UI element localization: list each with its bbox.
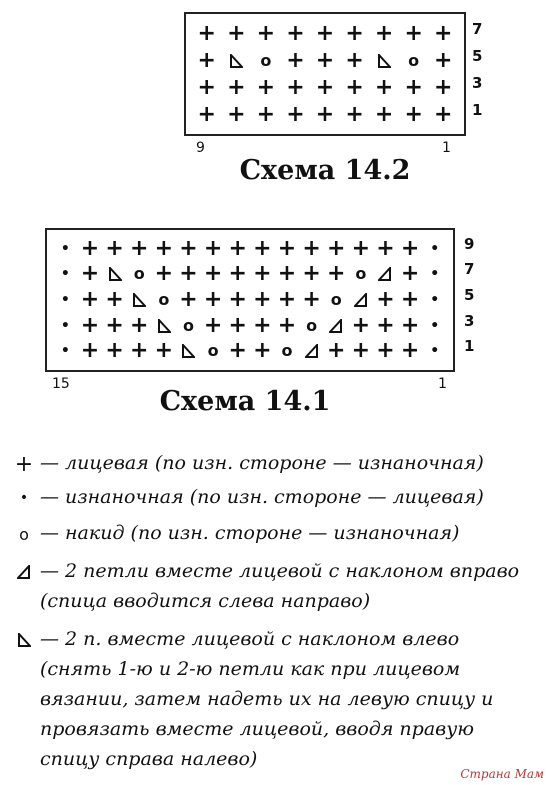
scheme-14-1-col-start: 15 bbox=[52, 376, 70, 392]
chart-cell bbox=[373, 313, 398, 339]
left-decrease-symbol-icon bbox=[17, 633, 31, 647]
chart-cell bbox=[299, 338, 324, 364]
knit-symbol-icon: + bbox=[203, 312, 223, 338]
chart-cell bbox=[222, 47, 252, 74]
chart-cell bbox=[201, 338, 226, 364]
knit-symbol-icon: + bbox=[376, 235, 395, 261]
chart-cell bbox=[398, 262, 423, 288]
knit-symbol-icon: + bbox=[345, 74, 364, 100]
row-number: 1 bbox=[472, 100, 483, 119]
legend-text: — 2 п. вместе лицевой с наклоном влево (снять 1-ю и 2-ю петли как при лицевом вязании, затем надеть их на левую спицу и провязать вместе лицевой, вводя правую спицу справа налево) bbox=[40, 628, 494, 770]
knit-symbol-icon: + bbox=[277, 312, 297, 338]
chart-cell bbox=[192, 47, 222, 74]
chart-cell bbox=[399, 74, 429, 101]
knit-symbol-icon: + bbox=[256, 20, 276, 46]
knit-symbol-icon: + bbox=[351, 235, 371, 261]
knit-symbol-icon: + bbox=[286, 74, 305, 100]
purl-symbol-icon: • bbox=[430, 343, 440, 360]
chart-cell bbox=[310, 20, 340, 47]
knit-symbol-icon: + bbox=[105, 235, 124, 261]
knit-symbol-icon: + bbox=[345, 47, 364, 73]
row-number: 5 bbox=[472, 46, 483, 65]
yarn-over-symbol-icon: o bbox=[355, 264, 367, 284]
chart-cell bbox=[399, 47, 429, 74]
knit-symbol-icon: + bbox=[253, 235, 272, 261]
chart-cell bbox=[349, 236, 374, 262]
knit-symbol-icon: + bbox=[80, 235, 100, 261]
chart-cell bbox=[127, 236, 152, 262]
chart-cell bbox=[398, 338, 423, 364]
knit-symbol-icon: + bbox=[179, 286, 198, 312]
chart-cell bbox=[349, 313, 374, 339]
legend-item bbox=[8, 560, 519, 616]
knit-symbol-icon: + bbox=[197, 47, 216, 73]
chart-cell bbox=[398, 287, 423, 313]
knit-symbol-icon: + bbox=[315, 74, 335, 100]
knit-symbol-icon: + bbox=[256, 74, 276, 100]
chart-cell bbox=[369, 47, 399, 74]
legend-text: — лицевая (по изн. стороне — изнаночная) bbox=[40, 452, 484, 474]
yarn-over-symbol-icon: o bbox=[158, 289, 170, 309]
knit-symbol-icon: + bbox=[256, 101, 276, 127]
yarn-over-symbol-icon: o bbox=[182, 315, 194, 335]
knit-symbol-icon: + bbox=[351, 338, 371, 364]
chart-cell bbox=[78, 287, 103, 313]
purl-symbol-icon: • bbox=[430, 240, 440, 257]
knit-symbol-icon: + bbox=[227, 101, 246, 127]
chart-cell bbox=[251, 47, 281, 74]
knit-symbol-icon: + bbox=[400, 235, 420, 261]
chart-cell bbox=[275, 262, 300, 288]
chart-cell bbox=[222, 74, 252, 101]
chart-cell bbox=[201, 313, 226, 339]
chart-cell bbox=[428, 20, 458, 47]
chart-cell bbox=[78, 338, 103, 364]
knit-symbol-icon: + bbox=[326, 338, 346, 364]
chart-cell bbox=[251, 74, 281, 101]
knit-symbol-icon: + bbox=[129, 312, 149, 338]
chart-cell bbox=[127, 287, 152, 313]
knit-symbol-icon: + bbox=[315, 101, 335, 127]
purl-symbol-icon: • bbox=[430, 266, 440, 283]
right-decrease-symbol-icon bbox=[378, 267, 392, 281]
knit-symbol-icon: + bbox=[351, 312, 371, 338]
chart-cell bbox=[422, 338, 447, 364]
chart-cell bbox=[281, 47, 311, 74]
chart-cell bbox=[225, 262, 250, 288]
row-number: 3 bbox=[472, 73, 483, 92]
knit-symbol-icon: + bbox=[374, 74, 394, 100]
chart-cell bbox=[275, 287, 300, 313]
chart-cell bbox=[340, 47, 370, 74]
chart-cell bbox=[102, 338, 127, 364]
chart-cell bbox=[78, 262, 103, 288]
chart-cell bbox=[222, 20, 252, 47]
knit-symbol-icon: + bbox=[228, 338, 247, 364]
knit-symbol-icon: + bbox=[179, 235, 198, 261]
chart-cell bbox=[201, 262, 226, 288]
knit-symbol-icon: + bbox=[374, 20, 394, 46]
chart-cell bbox=[192, 101, 222, 128]
left-decrease-symbol-icon bbox=[229, 54, 243, 68]
chart-cell bbox=[192, 20, 222, 47]
legend-item bbox=[8, 628, 493, 774]
knit-symbol-icon: + bbox=[197, 74, 216, 100]
chart-cell bbox=[428, 74, 458, 101]
chart-cell bbox=[127, 313, 152, 339]
scheme-14-1-col-end: 1 bbox=[438, 376, 447, 392]
chart-cell bbox=[152, 313, 177, 339]
purl-symbol-icon: • bbox=[60, 317, 70, 334]
purl-symbol-icon: • bbox=[60, 266, 70, 283]
knit-symbol-icon: + bbox=[80, 286, 100, 312]
knit-symbol-icon: + bbox=[286, 101, 305, 127]
legend-symbol bbox=[8, 628, 40, 652]
knit-symbol-icon: + bbox=[433, 74, 453, 100]
chart-cell bbox=[201, 236, 226, 262]
scheme-14-1-grid bbox=[45, 228, 455, 372]
knit-symbol-icon: + bbox=[105, 338, 124, 364]
chart-cell bbox=[369, 101, 399, 128]
chart-cell bbox=[275, 236, 300, 262]
chart-cell bbox=[225, 313, 250, 339]
purl-symbol-icon: • bbox=[430, 317, 440, 334]
left-decrease-symbol-icon bbox=[377, 54, 391, 68]
knit-symbol-icon: + bbox=[105, 312, 124, 338]
chart-cell bbox=[324, 236, 349, 262]
knit-symbol-icon: + bbox=[404, 74, 423, 100]
chart-cell bbox=[299, 236, 324, 262]
knit-symbol-icon: + bbox=[345, 101, 364, 127]
chart-cell bbox=[250, 236, 275, 262]
chart-cell bbox=[102, 236, 127, 262]
legend-symbol bbox=[8, 560, 40, 584]
knit-symbol-icon: + bbox=[433, 20, 453, 46]
knit-symbol-icon: + bbox=[154, 338, 174, 364]
chart-cell bbox=[78, 313, 103, 339]
chart-cell bbox=[373, 236, 398, 262]
chart-cell bbox=[281, 101, 311, 128]
knit-symbol-icon: + bbox=[80, 338, 100, 364]
legend-symbol bbox=[8, 522, 40, 546]
knit-symbol-icon: + bbox=[129, 235, 149, 261]
chart-cell bbox=[422, 287, 447, 313]
right-decrease-symbol-icon bbox=[329, 319, 343, 333]
chart-cell bbox=[428, 101, 458, 128]
left-decrease-symbol-icon bbox=[108, 267, 122, 281]
purl-symbol-icon: • bbox=[60, 240, 70, 257]
knit-symbol-icon: + bbox=[203, 235, 223, 261]
watermark: Страна Мам bbox=[460, 767, 544, 781]
chart-cell bbox=[369, 74, 399, 101]
chart-cell bbox=[250, 262, 275, 288]
knit-symbol-icon: + bbox=[302, 286, 321, 312]
knit-symbol-icon: + bbox=[315, 47, 335, 73]
right-decrease-symbol-icon bbox=[354, 293, 368, 307]
chart-cell bbox=[275, 313, 300, 339]
chart-cell bbox=[324, 338, 349, 364]
knit-symbol-icon: + bbox=[80, 312, 100, 338]
knit-symbol-icon: + bbox=[400, 312, 420, 338]
left-decrease-symbol-icon bbox=[132, 293, 146, 307]
chart-cell bbox=[275, 338, 300, 364]
knit-symbol-icon: + bbox=[277, 235, 297, 261]
knit-symbol-icon: + bbox=[302, 261, 321, 287]
chart-cell bbox=[53, 338, 78, 364]
right-decrease-symbol-icon bbox=[17, 565, 31, 579]
chart-cell bbox=[422, 262, 447, 288]
chart-cell bbox=[349, 338, 374, 364]
chart-cell bbox=[422, 236, 447, 262]
chart-cell bbox=[373, 262, 398, 288]
chart-cell bbox=[299, 313, 324, 339]
knit-symbol-icon: + bbox=[197, 20, 216, 46]
purl-symbol-icon: • bbox=[60, 291, 70, 308]
legend-text: — изнаночная (по изн. стороне — лицевая) bbox=[40, 486, 484, 508]
knit-symbol-icon: + bbox=[253, 338, 272, 364]
knit-symbol-icon: + bbox=[326, 261, 346, 287]
row-number: 3 bbox=[464, 311, 475, 330]
chart-cell bbox=[398, 313, 423, 339]
chart-cell bbox=[250, 338, 275, 364]
chart-cell bbox=[324, 262, 349, 288]
chart-cell bbox=[310, 47, 340, 74]
knit-symbol-icon: + bbox=[400, 338, 420, 364]
knit-symbol-icon: + bbox=[400, 261, 420, 287]
chart-cell bbox=[281, 74, 311, 101]
legend-text: — накид (по изн. стороне — изнаночная) bbox=[40, 522, 460, 544]
knit-symbol-icon: + bbox=[228, 312, 247, 338]
chart-cell bbox=[225, 287, 250, 313]
chart-cell bbox=[399, 101, 429, 128]
knit-symbol-icon: + bbox=[228, 286, 247, 312]
scheme-14-2-col-end: 1 bbox=[442, 140, 451, 156]
legend-symbol bbox=[8, 486, 40, 510]
knit-symbol-icon: + bbox=[433, 47, 453, 73]
knit-symbol-icon: + bbox=[227, 20, 246, 46]
knit-symbol-icon: + bbox=[197, 101, 216, 127]
yarn-over-symbol-icon: o bbox=[260, 50, 272, 70]
chart-cell bbox=[225, 236, 250, 262]
chart-cell bbox=[250, 287, 275, 313]
knit-symbol-icon: + bbox=[203, 286, 223, 312]
knit-symbol-icon: + bbox=[154, 261, 174, 287]
chart-cell bbox=[310, 101, 340, 128]
knit-symbol-icon: + bbox=[228, 235, 247, 261]
chart-cell bbox=[176, 287, 201, 313]
knit-symbol-icon: + bbox=[286, 20, 305, 46]
yarn-over-symbol-icon: o bbox=[330, 289, 342, 309]
chart-cell bbox=[176, 338, 201, 364]
chart-cell bbox=[428, 47, 458, 74]
knit-symbol-icon: + bbox=[129, 338, 149, 364]
knit-symbol-icon: + bbox=[286, 47, 305, 73]
knit-symbol-icon: + bbox=[400, 286, 420, 312]
purl-symbol-icon: • bbox=[19, 490, 29, 506]
knit-symbol-icon: + bbox=[433, 101, 453, 127]
chart-cell bbox=[340, 20, 370, 47]
scheme-14-2-grid bbox=[184, 12, 466, 136]
knit-symbol-icon: + bbox=[253, 286, 272, 312]
scheme-14-2-col-start: 9 bbox=[196, 140, 205, 156]
knit-symbol-icon: + bbox=[80, 261, 100, 287]
chart-cell bbox=[310, 74, 340, 101]
row-number: 5 bbox=[464, 286, 475, 304]
row-number: 7 bbox=[464, 260, 475, 279]
chart-cell bbox=[399, 20, 429, 47]
chart-cell bbox=[369, 20, 399, 47]
yarn-over-symbol-icon: o bbox=[19, 524, 29, 544]
chart-cell bbox=[299, 262, 324, 288]
chart-cell bbox=[53, 287, 78, 313]
chart-cell bbox=[152, 338, 177, 364]
chart-cell bbox=[250, 313, 275, 339]
chart-cell bbox=[340, 74, 370, 101]
knit-symbol-icon: + bbox=[203, 261, 223, 287]
knit-symbol-icon: + bbox=[105, 286, 124, 312]
chart-cell bbox=[349, 262, 374, 288]
scheme-14-2-title: Схема 14.2 bbox=[239, 155, 411, 186]
chart-cell bbox=[102, 262, 127, 288]
right-decrease-symbol-icon bbox=[305, 344, 319, 358]
left-decrease-symbol-icon bbox=[181, 344, 195, 358]
knit-symbol-icon: + bbox=[376, 338, 395, 364]
chart-cell bbox=[281, 20, 311, 47]
yarn-over-symbol-icon: o bbox=[207, 341, 219, 361]
knit-symbol-icon: + bbox=[345, 20, 364, 46]
knit-symbol-icon: + bbox=[374, 101, 394, 127]
chart-cell bbox=[127, 338, 152, 364]
chart-cell bbox=[127, 262, 152, 288]
yarn-over-symbol-icon: o bbox=[306, 315, 318, 335]
row-number: 9 bbox=[464, 234, 475, 253]
chart-cell bbox=[222, 101, 252, 128]
chart-cell bbox=[422, 313, 447, 339]
chart-cell bbox=[53, 262, 78, 288]
chart-cell bbox=[251, 101, 281, 128]
row-number: 7 bbox=[472, 19, 483, 38]
legend-item bbox=[8, 452, 484, 478]
legend-item bbox=[8, 486, 484, 512]
knit-symbol-icon: + bbox=[277, 286, 297, 312]
chart-cell bbox=[102, 287, 127, 313]
knit-symbol-icon: + bbox=[404, 20, 423, 46]
knit-symbol-icon: + bbox=[302, 235, 321, 261]
chart-cell bbox=[201, 287, 226, 313]
chart-cell bbox=[192, 74, 222, 101]
knit-symbol-icon: + bbox=[14, 451, 34, 477]
legend-symbol bbox=[8, 452, 40, 476]
knit-symbol-icon: + bbox=[154, 235, 174, 261]
knit-symbol-icon: + bbox=[404, 101, 423, 127]
chart-cell bbox=[176, 236, 201, 262]
chart-cell bbox=[225, 338, 250, 364]
legend-text: — 2 петли вместе лицевой с наклоном вправо (спица вводится слева направо) bbox=[40, 560, 520, 612]
chart-cell bbox=[299, 287, 324, 313]
knit-symbol-icon: + bbox=[227, 74, 246, 100]
knit-symbol-icon: + bbox=[277, 261, 297, 287]
chart-cell bbox=[176, 313, 201, 339]
knit-symbol-icon: + bbox=[228, 261, 247, 287]
chart-cell bbox=[152, 262, 177, 288]
knit-symbol-icon: + bbox=[179, 261, 198, 287]
chart-cell bbox=[324, 313, 349, 339]
scheme-14-1-title: Схема 14.1 bbox=[159, 386, 331, 417]
chart-cell bbox=[53, 236, 78, 262]
knit-symbol-icon: + bbox=[253, 261, 272, 287]
knit-symbol-icon: + bbox=[376, 286, 395, 312]
chart-cell bbox=[349, 287, 374, 313]
left-decrease-symbol-icon bbox=[157, 319, 171, 333]
chart-cell bbox=[152, 236, 177, 262]
chart-cell bbox=[53, 313, 78, 339]
chart-cell bbox=[251, 20, 281, 47]
yarn-over-symbol-icon: o bbox=[133, 264, 145, 284]
chart-cell bbox=[176, 262, 201, 288]
chart-cell bbox=[398, 236, 423, 262]
row-number: 1 bbox=[464, 337, 475, 356]
knit-symbol-icon: + bbox=[253, 312, 272, 338]
purl-symbol-icon: • bbox=[60, 343, 70, 360]
chart-cell bbox=[373, 338, 398, 364]
chart-cell bbox=[102, 313, 127, 339]
purl-symbol-icon: • bbox=[430, 291, 440, 308]
chart-cell bbox=[340, 101, 370, 128]
yarn-over-symbol-icon: o bbox=[281, 341, 293, 361]
knit-symbol-icon: + bbox=[315, 20, 335, 46]
legend-item bbox=[8, 522, 459, 548]
yarn-over-symbol-icon: o bbox=[408, 50, 420, 70]
chart-cell bbox=[373, 287, 398, 313]
chart-cell bbox=[152, 287, 177, 313]
chart-cell bbox=[78, 236, 103, 262]
knit-symbol-icon: + bbox=[326, 235, 346, 261]
knit-symbol-icon: + bbox=[376, 312, 395, 338]
chart-cell bbox=[324, 287, 349, 313]
